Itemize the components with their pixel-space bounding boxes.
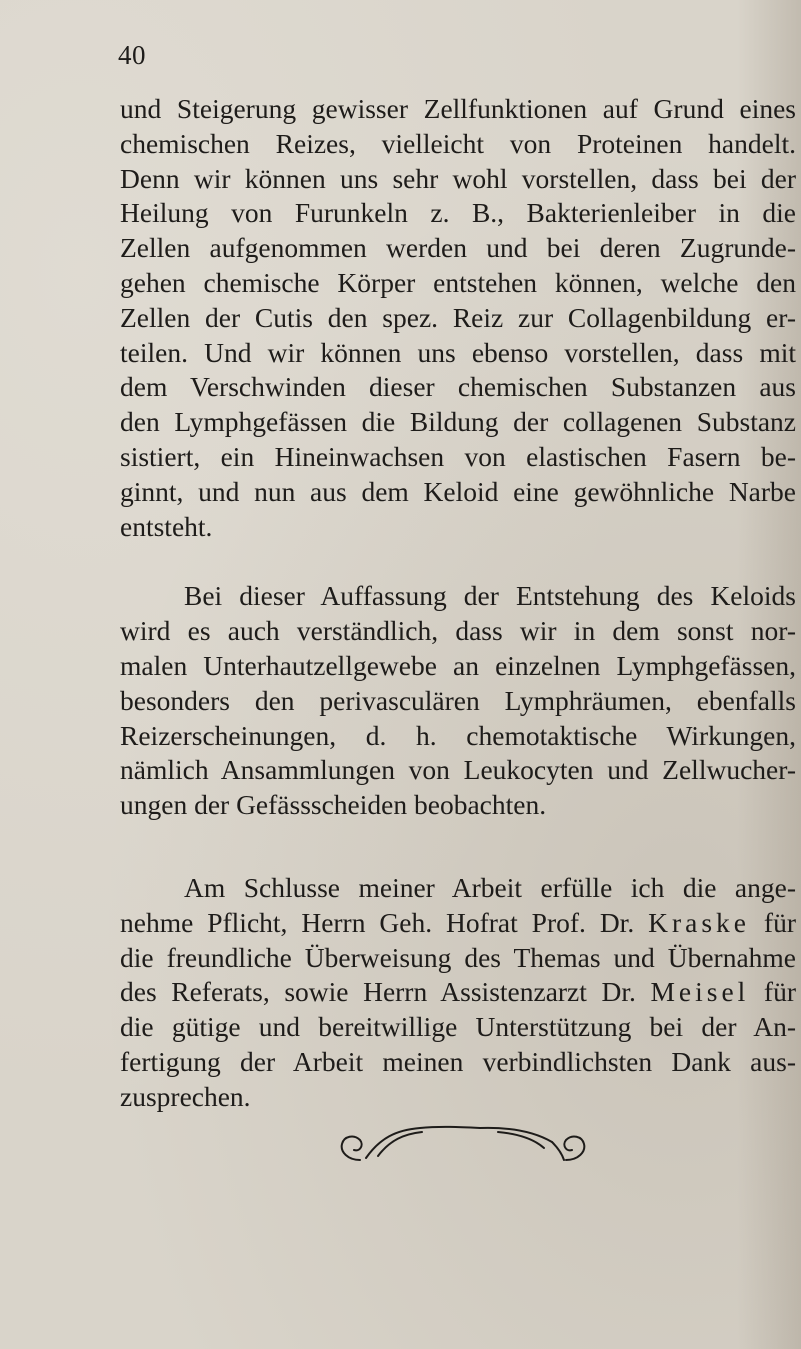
text-line: chemischen Reizes, vielleicht von Proteinen handelt. [120,127,796,159]
text-line: den Lymphgefässen die Bildung der collagenen Substanz [120,406,796,438]
text-line: teilen. Und wir können uns ebenso vorstellen, dass mit [120,336,796,368]
text-line: ginnt, und nun aus dem Keloid eine gewöhnliche Narbe [120,475,796,507]
text-line: wird es auch verständlich, dass wir in dem sonst nor- [120,615,796,647]
text-line-with-name [120,975,796,1010]
body-text [120,92,796,1115]
person-name-kraske: Kraske [648,906,750,938]
text-fragment: nehme Pflicht, Herrn Geh. Hofrat Prof. Dr. [120,906,649,938]
text-line: besonders den perivasculären Lymphräumen, ebenfalls [120,684,796,716]
text-line: Bei dieser Auffassung der Entstehung des Keloids [184,580,796,612]
text-line: gehen chemische Körper entstehen können, welche den [120,266,796,298]
text-line: fertigung der Arbeit meinen verbindlichsten Dank aus- [120,1045,796,1077]
text-line: Zellen der Cutis den spez. Reiz zur Collagenbildung er- [120,301,796,333]
text-fragment: für [749,976,796,1008]
person-name-meisel: Meisel [650,976,750,1008]
text-line: dem Verschwinden dieser chemischen Substanzen aus [120,371,796,403]
page-number: 40 [118,40,146,70]
text-line: Heilung von Furunkeln z. B., Bakterienleiber in die [120,197,796,229]
paragraph-3 [120,871,796,1115]
text-line: und Steigerung gewisser Zellfunktionen auf Grund eines [120,93,796,124]
text-line: Reizerscheinungen, d. h. chemotaktische Wirkungen, [120,719,796,751]
text-line: zusprechen. [120,1080,251,1112]
text-fragment: des Referats, sowie Herrn Assistenzarzt Dr. [120,976,651,1008]
text-line: die gütige und bereitwillige Unterstützung bei der An- [120,1011,796,1043]
end-flourish-ornament [330,1118,600,1178]
text-line: sistiert, ein Hineinwachsen von elastischen Fasern be- [120,440,796,472]
text-line: Denn wir können uns sehr wohl vorstellen, dass bei der [120,162,796,194]
text-line: entsteht. [120,510,213,542]
text-line: ungen der Gefässscheiden beobachten. [120,789,547,821]
text-line: die freundliche Überweisung des Themas und Übernahme [120,941,796,973]
text-line-with-name [120,906,796,941]
text-line: malen Unterhautzellgewebe an einzelnen Lymphgefässen, [120,649,796,681]
text-line: Am Schlusse meiner Arbeit erfülle ich die ange- [184,871,796,903]
text-line: Zellen aufgenommen werden und bei deren Zugrunde- [120,232,796,264]
paragraph-1 [120,92,796,544]
paragraph-2 [120,579,796,823]
text-line: nämlich Ansammlungen von Leukocyten und Zellwucher- [120,754,796,786]
text-fragment: für [750,906,796,938]
